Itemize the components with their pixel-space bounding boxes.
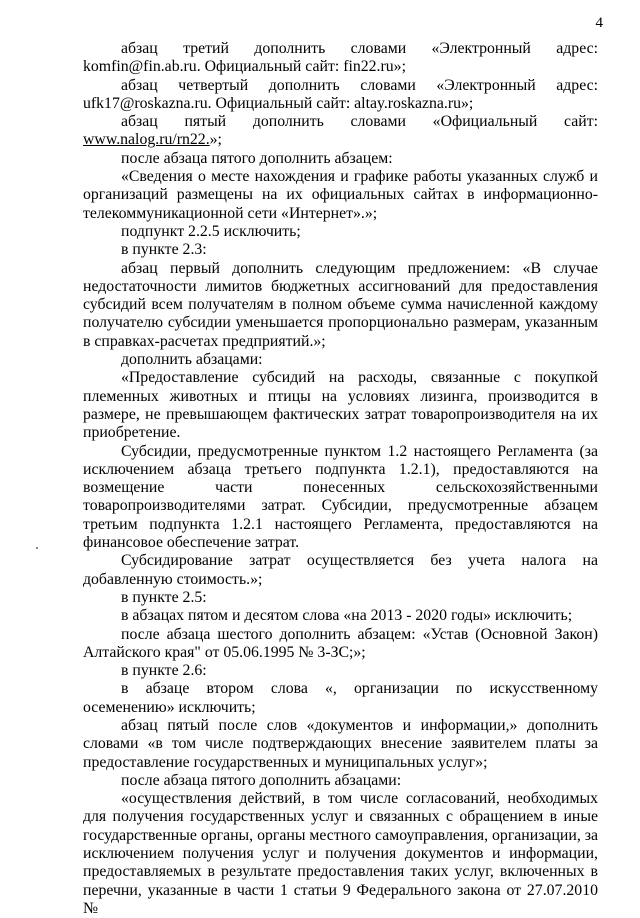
document-body [83, 40, 598, 918]
paragraph-tail: »; [209, 131, 222, 149]
paragraph-continuation [83, 131, 598, 149]
paragraph: абзац пятый дополнить словами «Официальный сайт: [121, 113, 598, 131]
paragraph: в пункте 2.3: [121, 241, 207, 259]
page-number: 4 [595, 15, 603, 31]
paragraph: дополнить абзацами: [121, 351, 263, 369]
paragraph: «Предоставление субсидий на расходы, связанные с покупкой племенных животных и птицы на условиях лизинга, производится в размере, не превышающем фактических затрат товаропроизводителя на их приобретение. [83, 369, 598, 442]
paragraph: в абзацах пятом и десятом слова «на 2013 - 2020 годы» исключить; [121, 607, 573, 625]
paragraph: после абзаца шестого дополнить абзацем: «Устав (Основной Закон) Алтайского края" от 05.06.1995 № 3-ЗС;»; [83, 625, 598, 661]
scan-speck [36, 547, 38, 549]
paragraph: после абзаца пятого дополнить абзацами: [121, 771, 402, 789]
paragraph: абзац пятый после слов «документов и информации,» дополнить словами «в том числе подтверждающих внесение заявителем платы за предоставление государственных и муниципальных услуг»; [83, 716, 598, 771]
paragraph: после абзаца пятого дополнить абзацем: [121, 149, 393, 167]
nalog-link[interactable]: www.nalog.ru/rn22. [83, 131, 210, 149]
paragraph: подпункт 2.2.5 исключить; [121, 222, 301, 240]
paragraph: Субсидирование затрат осуществляется без учета налога на добавленную стоимость.»; [83, 552, 598, 588]
paragraph: Субсидии, предусмотренные пунктом 1.2 настоящего Регламента (за исключением абзаца третьего подпункта 1.2.1), предоставляются на возмещение части понесенных сельскохозяйственными товаропроизводителями затрат. Субсидии, предусмотренные абзацем третьим подпункта 1.2.1 настоящего Регламента, предоставляются на финансовое обеспечение затрат. [83, 442, 598, 552]
paragraph: «осуществления действий, в том числе согласований, необходимых для получения государственных услуг и связанных с обращением в иные государственные органы, органы местного самоуправления, организации, за исключением получения услуг и получения документов и информации, предоставляемых в результате предоставления таких услуг, включенных в перечни, указанные в части 1 статьи 9 Федерального закона от 27.07.2010 № [83, 790, 598, 917]
paragraph: абзац четвертый дополнить словами «Электронный адрес: ufk17@roskazna.ru. Официальный сайт: altay.roskazna.ru»; [83, 76, 598, 112]
paragraph: в абзаце втором слова «, организации по искусственному осеменению» исключить; [83, 680, 598, 716]
paragraph: «Сведения о месте нахождения и графике работы указанных служб и организаций размещены на их официальных сайтах в информационно-телекоммуникационной сети «Интернет».»; [83, 168, 598, 222]
paragraph: абзац третий дополнить словами «Электронный адрес: komfin@fin.ab.ru. Официальный сайт: fin22.ru»; [83, 40, 598, 76]
paragraph: в пункте 2.5: [121, 588, 207, 606]
paragraph: в пункте 2.6: [121, 662, 207, 680]
paragraph: абзац первый дополнить следующим предложением: «В случае недостаточности лимитов бюджетных ассигнований для предоставления субсидий всем получателям в полном объеме сумма начисленной каждому получателю субсидии уменьшается пропорционально размерам, указанным в справках-расчетах предприятий.»; [83, 259, 598, 350]
